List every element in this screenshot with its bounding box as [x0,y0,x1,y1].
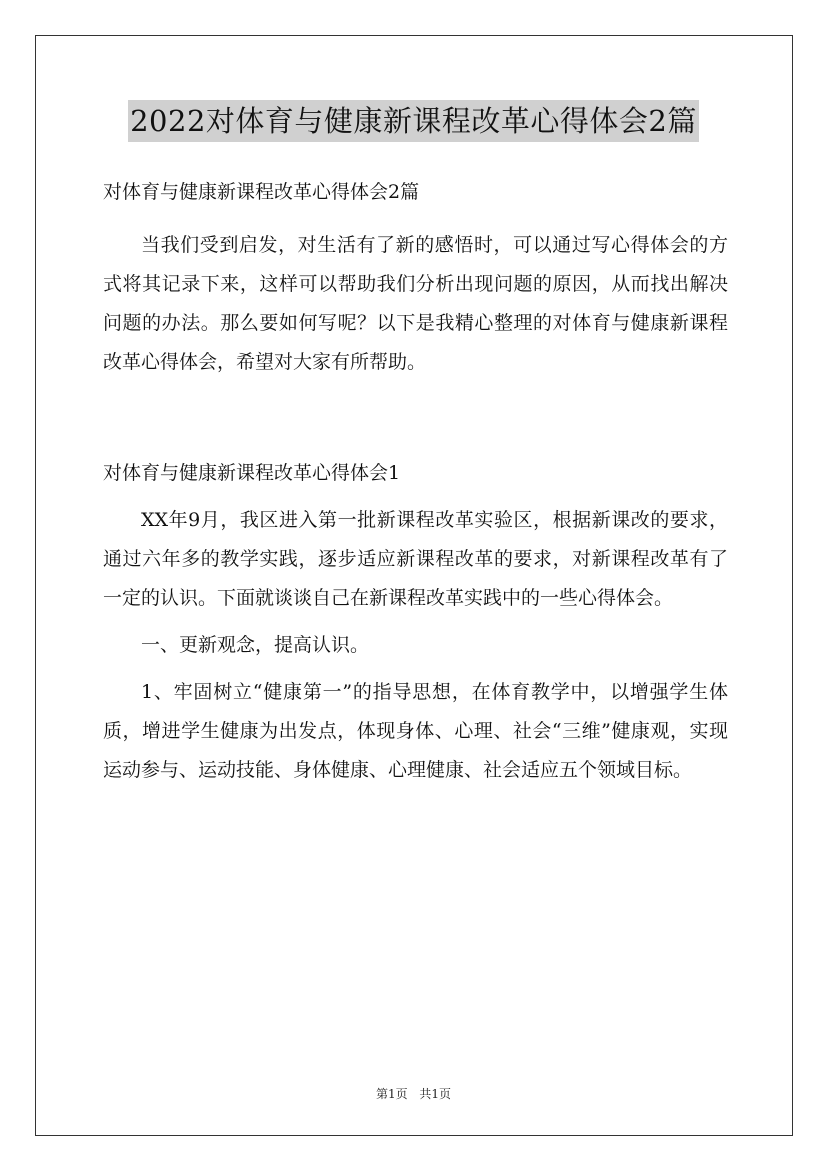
title-container [0,100,827,142]
section-heading: 对体育与健康新课程改革心得体会1 [103,462,401,484]
body-paragraph: 1、牢固树立“健康第一”的指导思想，在体育教学中，以增强学生体质，增进学生健康为出发点，体现身体、心理、社会“三维”健康观，实现运动参与、运动技能、身体健康、心理健康、社会适应五个领域目标。 [103,681,728,781]
document-title: 2022对体育与健康新课程改革心得体会2篇 [128,100,699,142]
point-heading: 一、更新观念，提高认识。 [141,634,370,656]
document-body [103,173,728,790]
intro-paragraph: 当我们受到启发，对生活有了新的感悟时，可以通过写心得体会的方式将其记录下来，这样可以帮助我们分析出现问题的原因，从而找出解决问题的办法。那么要如何写呢？以下是我精心整理的对体育与健康新课程改革心得体会，希望对大家有所帮助。 [103,234,728,373]
page-footer [0,1085,827,1102]
page-number-current: 第1页 [375,1087,408,1101]
page-number-total: 共1页 [419,1087,452,1101]
document-subtitle: 对体育与健康新课程改革心得体会2篇 [103,181,420,203]
body-paragraph: XX年9月，我区进入第一批新课程改革实验区，根据新课改的要求，通过六年多的教学实践，逐步适应新课程改革的要求，对新课程改革有了一定的认识。下面就谈谈自己在新课程改革实践中的一些心得体会。 [103,509,728,609]
